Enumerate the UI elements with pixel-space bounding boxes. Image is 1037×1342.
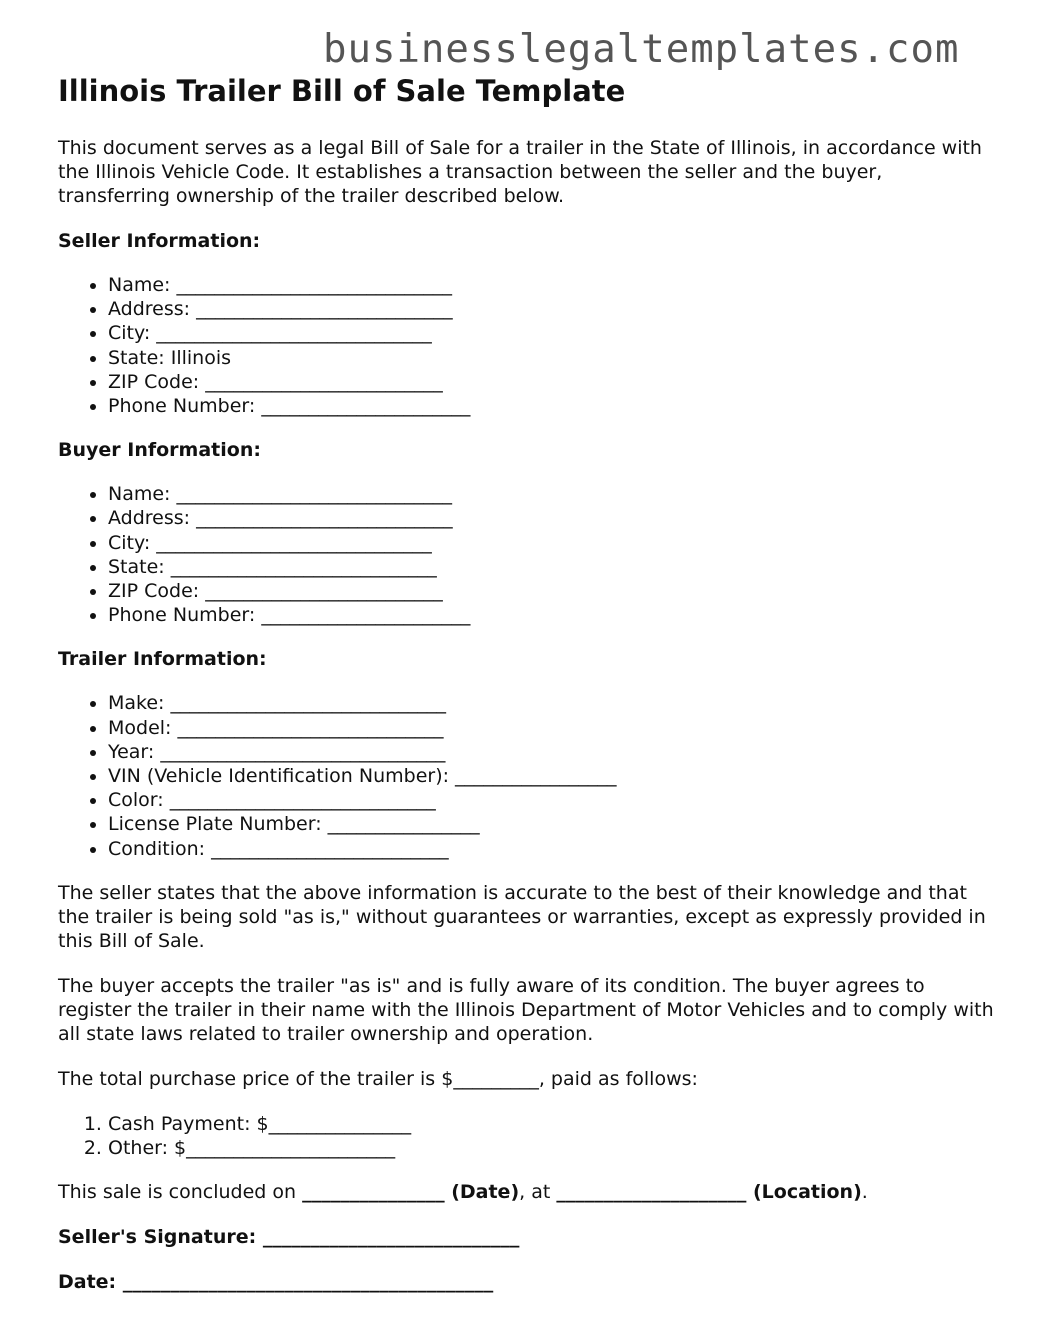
document-body [58,72,998,1315]
signature-date-label: Date: [58,1271,123,1294]
conclusion-location-blank: ____________________ [556,1181,753,1204]
buyer-address-field: • Address: ___________________________ [108,506,998,530]
seller-city-field: • City: _____________________________ [108,321,998,345]
seller-info-list [58,273,998,418]
site-watermark: businesslegaltemplates.com [323,27,960,72]
seller-phone-field: • Phone Number: ______________________ [108,394,998,418]
buyer-statement-paragraph: The buyer accepts the trailer "as is" and is fully aware of its condition. The buyer agrees to register the trailer in their name with the Illinois Department of Motor Vehicles and to comply with all state laws related to trailer ownership and operation. [58,974,994,1045]
price-statement-paragraph: The total purchase price of the trailer is $_________, paid as follows: [58,1067,698,1090]
seller-address-field: • Address: ___________________________ [108,297,998,321]
signature-date-line [58,1270,998,1294]
trailer-info-list [58,691,998,860]
buyer-info-list [58,482,998,627]
trailer-model-field: • Model: ____________________________ [108,716,998,740]
seller-signature-blank: ___________________________ [262,1226,520,1249]
trailer-make-field: • Make: _____________________________ [108,691,998,715]
conclusion-middle: , at [519,1181,557,1204]
conclusion-prefix: This sale is concluded on [58,1181,303,1204]
buyer-name-field: • Name: _____________________________ [108,482,998,506]
conclusion-date-blank: _______________ [302,1181,452,1204]
trailer-year-field: • Year: ______________________________ [108,740,998,764]
buyer-phone-field: • Phone Number: ______________________ [108,603,998,627]
trailer-color-field: • Color: ____________________________ [108,788,998,812]
trailer-info-heading: Trailer Information: [58,648,267,671]
intro-paragraph: This document serves as a legal Bill of Sale for a trailer in the State of Illinois, in accordance with the Illinois Vehicle Code. It establishes a transaction between the seller and the buyer, transferring ownership of the trailer described below. [58,137,982,207]
conclusion-location-label: (Location) [752,1181,862,1204]
seller-signature-label: Seller's Signature: [58,1226,263,1249]
buyer-state-field: • State: ____________________________ [108,555,998,579]
seller-statement-paragraph: The seller states that the above information is accurate to the best of their knowledge and that the trailer is being sold "as is," without guarantees or warranties, except as expressly provided in this Bill of Sale. [58,881,986,952]
seller-state-field: • State: Illinois [108,346,998,370]
payment-list [58,1112,998,1160]
trailer-license-plate-field: • License Plate Number: ________________ [108,812,998,836]
seller-info-heading: Seller Information: [58,230,261,252]
buyer-city-field: • City: _____________________________ [108,531,998,555]
conclusion-date-label: (Date) [451,1181,520,1204]
buyer-info-heading: Buyer Information: [58,439,261,462]
other-payment-field: 2. Other: $______________________ [108,1136,998,1160]
conclusion-suffix: . [861,1181,868,1204]
cash-payment-field: 1. Cash Payment: $_______________ [108,1112,998,1136]
trailer-condition-field: • Condition: _________________________ [108,837,998,861]
signature-date-blank: _______________________________________ [122,1271,494,1294]
trailer-vin-field: • VIN (Vehicle Identification Number): _________________ [108,764,998,788]
document-title: Illinois Trailer Bill of Sale Template [58,74,626,108]
buyer-zip-field: • ZIP Code: _________________________ [108,579,998,603]
seller-zip-field: • ZIP Code: _________________________ [108,370,998,394]
seller-signature-line [58,1225,998,1249]
seller-name-field: • Name: _____________________________ [108,273,998,297]
conclusion-paragraph [58,1180,998,1204]
